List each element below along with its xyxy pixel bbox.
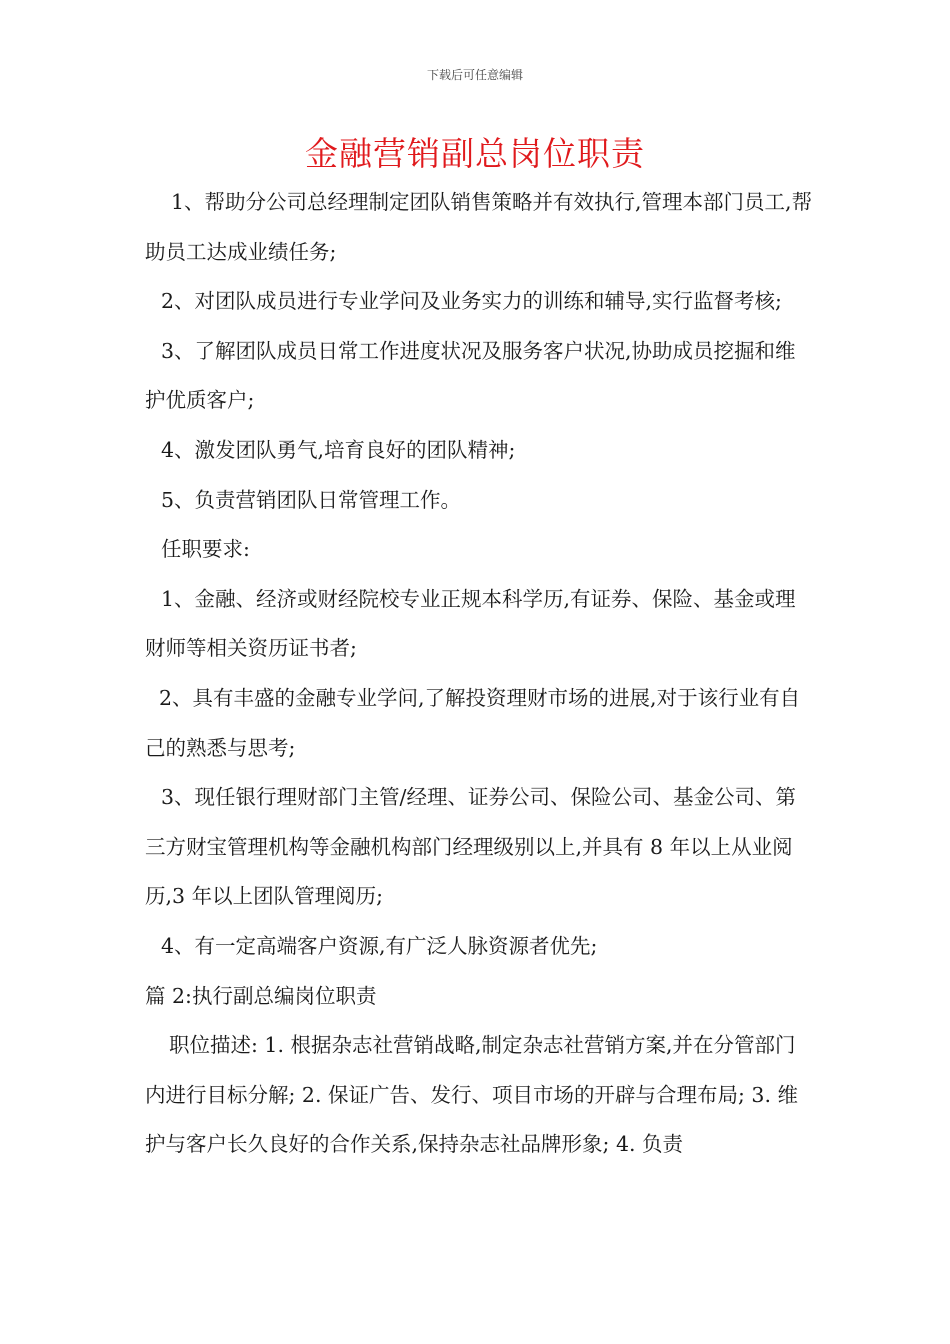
paragraph-duty-5: 5、负责营销团队日常管理工作。 [161,487,462,512]
header-note: 下载后可任意编辑 [426,68,523,82]
paragraph-duty-3: 3、了解团队成员日常工作进度状况及服务客户状况,协助成员挖掘和维护优质客户; [145,338,796,413]
paragraph-requirement-4: 4、有一定高端客户资源,有广泛人脉资源者优先; [161,933,598,958]
paragraph-requirement-2: 2、具有丰盛的金融专业学问,了解投资理财市场的进展,对于该行业有自己的熟悉与思考; [145,685,801,760]
paragraph-requirement-3: 3、现任银行理财部门主管/经理、证券公司、保险公司、基金公司、第三方财宝管理机构等金融机构部门经理级别以上,并具有 8 年以上从业阅历,3 年以上团队管理阅历; [145,785,796,909]
paragraph-duty-2: 2、对团队成员进行专业学问及业务实力的训练和辅导,实行监督考核; [161,289,782,314]
document-title: 金融营销副总岗位职责 [305,134,645,173]
paragraph-job-description: 职位描述: 1. 根据杂志社营销战略,制定杂志社营销方案,并在分管部门内进行目标分解; 2. 保证广告、发行、项目市场的开辟与合理布局; 3. 维护与客户长久良好的合作关系,保持杂志社品牌形象; 4. 负责 [145,1033,798,1157]
requirements-heading: 任职要求: [161,537,250,562]
document-body [145,178,815,1170]
paragraph-duty-4: 4、激发团队勇气,培育良好的团队精神; [161,437,516,462]
paragraph-duty-1: 1、帮助分公司总经理制定团队销售策略并有效执行,管理本部门员工,帮助员工达成业绩任务; [145,190,813,264]
section-heading-part-2: 篇 2:执行副总编岗位职责 [145,983,377,1008]
paragraph-requirement-1: 1、金融、经济或财经院校专业正规本科学历,有证券、保险、基金或理财师等相关资历证书者; [145,586,796,661]
